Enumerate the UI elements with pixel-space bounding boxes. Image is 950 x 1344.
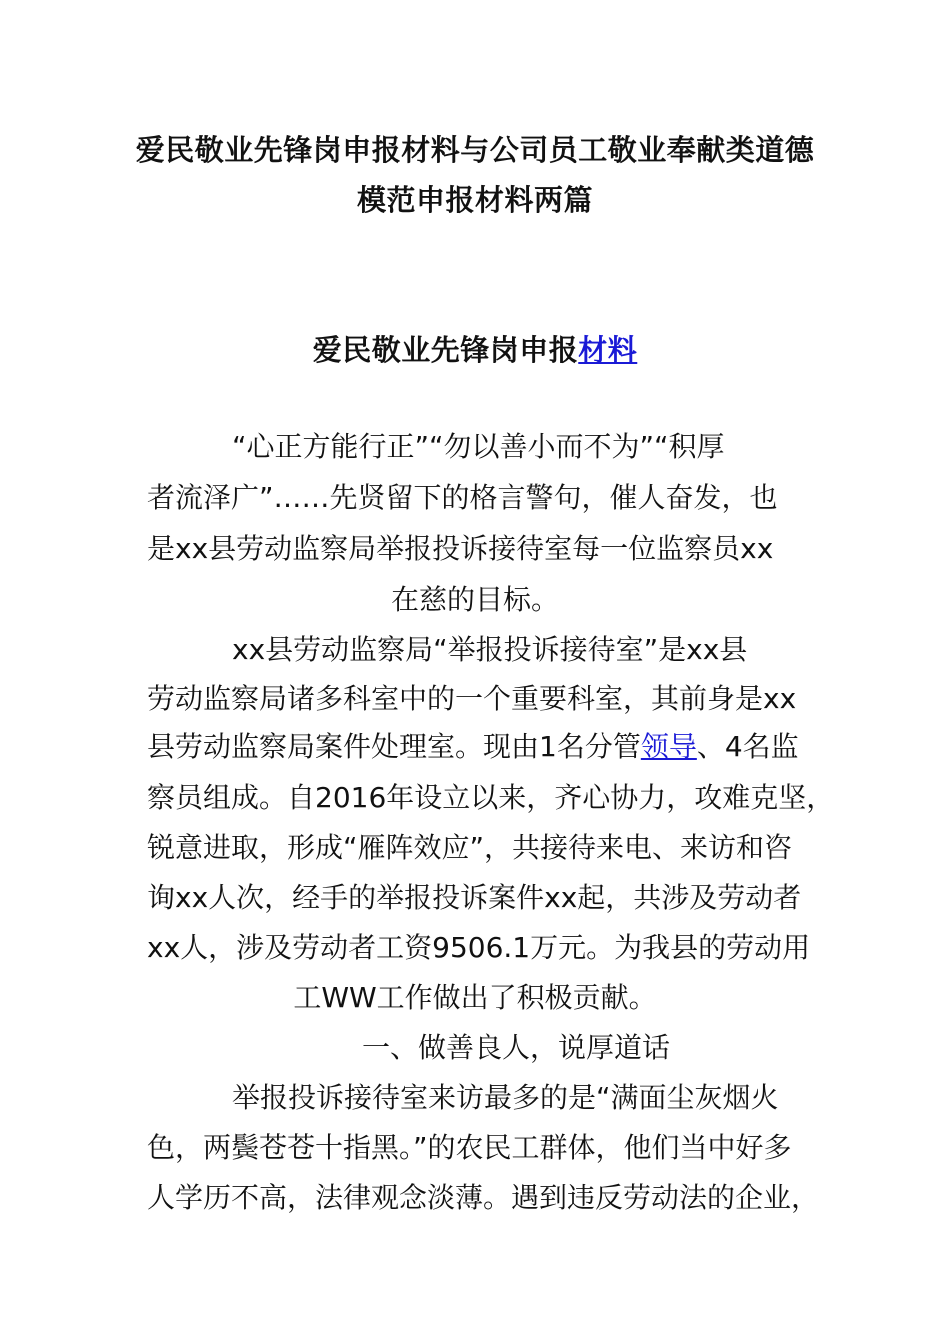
paragraph-line: 是xx县劳动监察局举报投诉接待室每一位监察员xx [147,532,774,565]
document-title-line-2: 模范申报材料两篇 [356,183,593,217]
paragraph-line: “心正方能行正”“勿以善小而不为”“积厚 [232,430,725,463]
paragraph-line: 察员组成。自2016年设立以来，齐心协力，攻难克坚， [147,781,835,814]
section-title-text: 爱民敬业先锋岗申报 [312,333,579,367]
paragraph-line [147,730,799,763]
section-title-link[interactable]: 材料 [578,333,638,367]
paragraph-line: 者流泽广”……先贤留下的格言警句，催人奋发，也 [147,481,778,514]
paragraph-line: 劳动监察局诸多科室中的一个重要科室，其前身是xx [147,682,797,715]
paragraph-text: 县劳动监察局案件处理室。现由1名分管 [147,730,641,763]
paragraph-line: xx县劳动监察局“举报投诉接待室”是xx县 [232,633,748,666]
leader-link[interactable]: 领导 [640,730,697,763]
paragraph-line: 在慈的目标。 [390,583,559,616]
paragraph-line: 举报投诉接待室来访最多的是“满面尘灰烟火 [232,1081,779,1114]
paragraph-line: xx人，涉及劳动者工资9506.1万元。为我县的劳动用 [147,931,811,964]
paragraph-text: 、4名监 [696,730,799,763]
document-title-line-1: 爱民敬业先锋岗申报材料与公司员工敬业奉献类道德 [135,133,815,167]
paragraph-line: 询xx人次，经手的举报投诉案件xx起，共涉及劳动者 [147,881,802,914]
paragraph-line: 色，两鬓苍苍十指黑。”的农民工群体，他们当中好多 [147,1131,792,1164]
section-heading: 一、做善良人，说厚道话 [362,1031,671,1064]
paragraph-line: 工WW工作做出了积极贡献。 [293,981,657,1014]
paragraph-line: 锐意进取，形成“雁阵效应”，共接待来电、来访和咨 [147,831,793,864]
paragraph-line: 人学历不高，法律观念淡薄。遇到违反劳动法的企业， [147,1181,820,1214]
section-title [0,333,950,367]
